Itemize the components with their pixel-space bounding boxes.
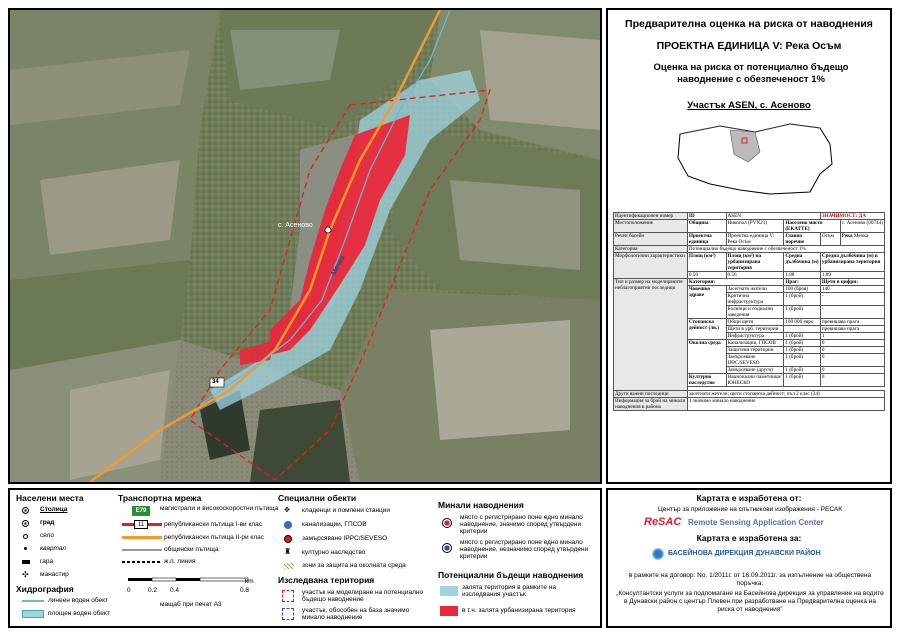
- well-icon: ✥: [284, 507, 290, 514]
- cell: Проектна единица: [687, 233, 726, 246]
- cell: Река: [841, 233, 853, 239]
- legend-item: площен воден обект: [48, 610, 110, 617]
- cell: 140: [820, 286, 884, 293]
- cell: ЗНАЧИМОСТ: ДА: [820, 213, 884, 220]
- cell: Щети в цифри:: [820, 279, 884, 286]
- cell: 1.89: [820, 272, 884, 279]
- cell: 0: [820, 367, 884, 374]
- cell: Засегнати жители: [726, 286, 784, 293]
- bulgaria-locator-map: [660, 114, 840, 202]
- legend-item: град: [40, 519, 55, 526]
- flooded-area-icon: [440, 586, 458, 596]
- legend-item: общински пътища: [164, 546, 219, 553]
- motorway-badge: E79: [132, 506, 150, 516]
- scale-caption: мащаб при печат A3: [160, 601, 222, 608]
- contract-description: „Консултантски услуги за подпомагане на Басейнова дирекция за управление на водите в Дунавски район с център Плевен при разработване на Предварителна оценка на риска от наводнения": [616, 590, 884, 613]
- legend-item: място с регистрирано поне едно минало наводнение, незначимо според утвърдени критерии: [460, 539, 589, 560]
- minor-flood-icon: [442, 543, 452, 553]
- credits-panel: [606, 488, 892, 628]
- cell: Защитени територии: [726, 347, 784, 354]
- road-class2-icon: [122, 536, 162, 539]
- cell: Стопанска дейност (лв.): [687, 319, 726, 340]
- cell: Болници и социални заведения: [726, 306, 784, 319]
- legend-future-title: Потенциални бъдещи наводнения: [438, 570, 584, 580]
- road-number: 34: [212, 379, 219, 385]
- cell: Община: [687, 220, 726, 233]
- legend-transport-title: Транспортна мрежа: [118, 493, 202, 503]
- cell: Инфраструктура: [726, 333, 784, 340]
- scale-bar: [128, 574, 258, 588]
- legend-item: участък на моделиране на потенциално бъдещо наводнение: [302, 589, 424, 603]
- map-canvas: [10, 10, 600, 482]
- cell: 100 (броя): [784, 286, 821, 293]
- legend-item: залята територия в рамките на изследвания участък: [462, 584, 557, 598]
- pollution-icon: [284, 535, 292, 543]
- cell: 1 (брой): [784, 347, 821, 354]
- cell: Категория:: [687, 279, 783, 286]
- made-by-title: Картата е изработена от:: [696, 493, 802, 503]
- flooded-urban-icon: [440, 606, 458, 616]
- linear-water-icon: [22, 600, 44, 602]
- road-municipal-icon: [122, 549, 162, 551]
- legend-item: ж.п. линия: [164, 558, 196, 565]
- past-flood-area-icon: [282, 608, 294, 620]
- railway-icon: [122, 561, 162, 563]
- cell: Канализация, ГПСОВ: [726, 340, 784, 347]
- legend-item: кладенци и помпени станции: [302, 507, 391, 514]
- assessment-title: Оценка на риска от потенциално бъдещо наводнение с обезпеченост 1%: [653, 62, 849, 85]
- cell: Средна дълбочина (м): [784, 253, 821, 272]
- cell: Други важни последици: [614, 391, 688, 398]
- cell: Замърсяване IPPC/SEVESO: [726, 354, 784, 367]
- cell: Площ (км²): [687, 253, 726, 272]
- capital-icon: [22, 507, 29, 514]
- scale-tick: 0: [127, 587, 131, 594]
- scale-tick: 0.4: [170, 587, 180, 594]
- cell: Средна дълбочина (м) в урбанизирана територия: [820, 253, 884, 272]
- satellite-map[interactable]: [8, 8, 602, 484]
- legend-past-title: Минали наводнения: [438, 500, 524, 510]
- village-label: с. Асеново: [278, 222, 313, 229]
- legend-special-title: Специални обекти: [278, 493, 357, 503]
- protected-zone-icon: [284, 563, 294, 569]
- cell: Щети в урб. територии: [726, 326, 784, 333]
- legend-item: село: [40, 532, 55, 539]
- village-marker: [325, 227, 331, 233]
- legend-item: зони за защита на околната среда: [302, 562, 406, 569]
- cell: 0.56: [726, 272, 784, 279]
- cell: Морфологични характеристики: [614, 253, 688, 279]
- town-icon: [22, 520, 29, 527]
- legend-item: магистрали и високоскоростни пътища: [160, 505, 279, 512]
- cell: Общи щети: [726, 319, 784, 326]
- cell: 100 000 евро: [784, 319, 821, 326]
- river-label: Мечка: [330, 254, 347, 277]
- cell: 0: [820, 374, 884, 387]
- cell: Информация за брой на минали наводнения в района: [614, 398, 688, 411]
- cell: Осъм: [820, 233, 840, 246]
- legend-item: културно наследство: [302, 549, 366, 556]
- heritage-icon: ♜: [284, 547, 292, 556]
- legend-study-title: Изследвана територия: [278, 575, 375, 585]
- cell: 1: [820, 333, 884, 340]
- village-icon: [23, 534, 28, 539]
- cell: 1 (брой): [784, 374, 821, 387]
- legend-item: републикански пътища II-ри клас: [164, 534, 265, 541]
- main-title: Предварителна оценка на риска от наводнения: [625, 18, 873, 30]
- contract-line: в рамките на договор: No. 1/2011г. от 16.09.2011г. за изпълнение на обществена поръчка:: [628, 572, 872, 587]
- cell: превишава прага: [820, 326, 884, 333]
- cell: 1.88: [784, 272, 821, 279]
- cell: 1 (брой): [784, 367, 821, 374]
- legend-item: Столица: [40, 506, 68, 513]
- cell: Речен басейн: [614, 233, 688, 246]
- sewage-icon: [284, 521, 292, 529]
- cell: ID: [687, 213, 726, 220]
- station-icon: [22, 560, 30, 564]
- made-for-title: Картата е изработена за:: [696, 533, 802, 543]
- legend-item: място с регистрирано поне едно минало наводнение, значимо според утвърдени критерии: [460, 514, 583, 535]
- cell: Околна среда: [687, 340, 726, 374]
- scale-tick: 0.8: [240, 587, 250, 594]
- cell: Праг:: [784, 279, 821, 286]
- cell: Тип и размер на моделираните неблагоприятни последици: [614, 279, 688, 391]
- road-class1-badge: 11: [134, 520, 148, 529]
- cell: Идентификационен номер: [614, 213, 688, 220]
- legend-panel: [8, 488, 602, 628]
- basin-directorate-name: БАСЕЙНОВА ДИРЕКЦИЯ ДУНАВСКИ РАЙОН: [668, 550, 821, 557]
- cell: Потенциално бъдещо наводнение с обезпеченост 1%: [687, 246, 884, 253]
- cell: 1 (брой): [784, 340, 821, 347]
- risk-table: [613, 212, 885, 411]
- legend-settlements-title: Населени места: [16, 493, 84, 503]
- legend-item: участък, обособен на база значимо минало наводнение: [302, 607, 410, 621]
- cell: Проектна единица V: Река Осъм: [726, 233, 784, 246]
- resac-logo: ReSAC: [644, 516, 682, 528]
- cell: 1 (брой): [784, 293, 821, 306]
- cell: -: [820, 293, 884, 306]
- cell: Културно наследство: [687, 374, 726, 387]
- cell: Площ (км²) на урбанизирана територия: [726, 253, 784, 272]
- cell: Никопол (PVN21): [726, 220, 784, 233]
- quarter-icon: [24, 547, 27, 550]
- legend-hydro-title: Хидрография: [16, 584, 74, 594]
- info-panel: [606, 8, 892, 484]
- section-title: Участък ASEN, с. Асеново: [687, 100, 811, 111]
- legend-item: квартал: [40, 545, 67, 552]
- cell: Човешко здраве: [687, 286, 726, 319]
- cell: 0: [820, 354, 884, 367]
- resac-name: Remote Sensing Application Center: [688, 518, 824, 527]
- area-water-icon: [22, 610, 44, 618]
- made-by-org: Център за приложение на спътникови изображения - РЕСАК: [657, 506, 843, 513]
- monastery-icon: ✣: [22, 570, 29, 579]
- project-unit-title: ПРОЕКТНА ЕДИНИЦА V: Река Осъм: [656, 40, 842, 52]
- cell: Национални паметници/ЮНЕСКО: [726, 374, 784, 387]
- legend-item: гара: [40, 558, 54, 565]
- legend-item: линеен воден обект: [48, 597, 109, 604]
- cell: Мечка: [853, 233, 868, 239]
- cell: Критична инфраструктура: [726, 293, 784, 306]
- cell: 1 (брой): [784, 333, 821, 340]
- cell: 1 (брой): [784, 354, 821, 367]
- cell: засегнати жители; щети стопанска дейност; пъл 2 клас (34): [687, 391, 884, 398]
- scale-tick: 0.2: [148, 587, 158, 594]
- study-area-icon: [282, 590, 294, 602]
- cell: 0: [820, 347, 884, 354]
- cell: 0: [820, 340, 884, 347]
- scale-unit: km: [245, 578, 254, 585]
- cell: Местоположение: [614, 220, 688, 233]
- cell: Главно поречие: [784, 233, 821, 246]
- legend-item: републикански пътища I-ви клас: [164, 521, 263, 528]
- significant-flood-icon: [442, 518, 452, 528]
- cell: превишава прага: [820, 319, 884, 326]
- legend-item: в т.ч. залята урбанизирана територия: [462, 607, 576, 614]
- legend-item: канализации, ГПСОВ: [302, 521, 367, 528]
- legend-item: замърсяване IPPC/SEVESO: [302, 535, 388, 542]
- cell: 1 значимо минало наводнение: [687, 398, 884, 411]
- cell: -: [820, 306, 884, 319]
- cell: с. Асеново (00744): [840, 220, 884, 233]
- cell: Замърсяване (други): [726, 367, 784, 374]
- legend-item: манастир: [40, 571, 69, 578]
- cell: 0.56: [687, 272, 726, 279]
- cell: ASEN: [726, 213, 820, 220]
- cell: Категория: [614, 246, 688, 253]
- cell: Населено място (ЕКАТТЕ): [784, 220, 840, 233]
- cell: 1 (брой): [784, 306, 821, 319]
- basin-directorate-logo: [652, 548, 664, 560]
